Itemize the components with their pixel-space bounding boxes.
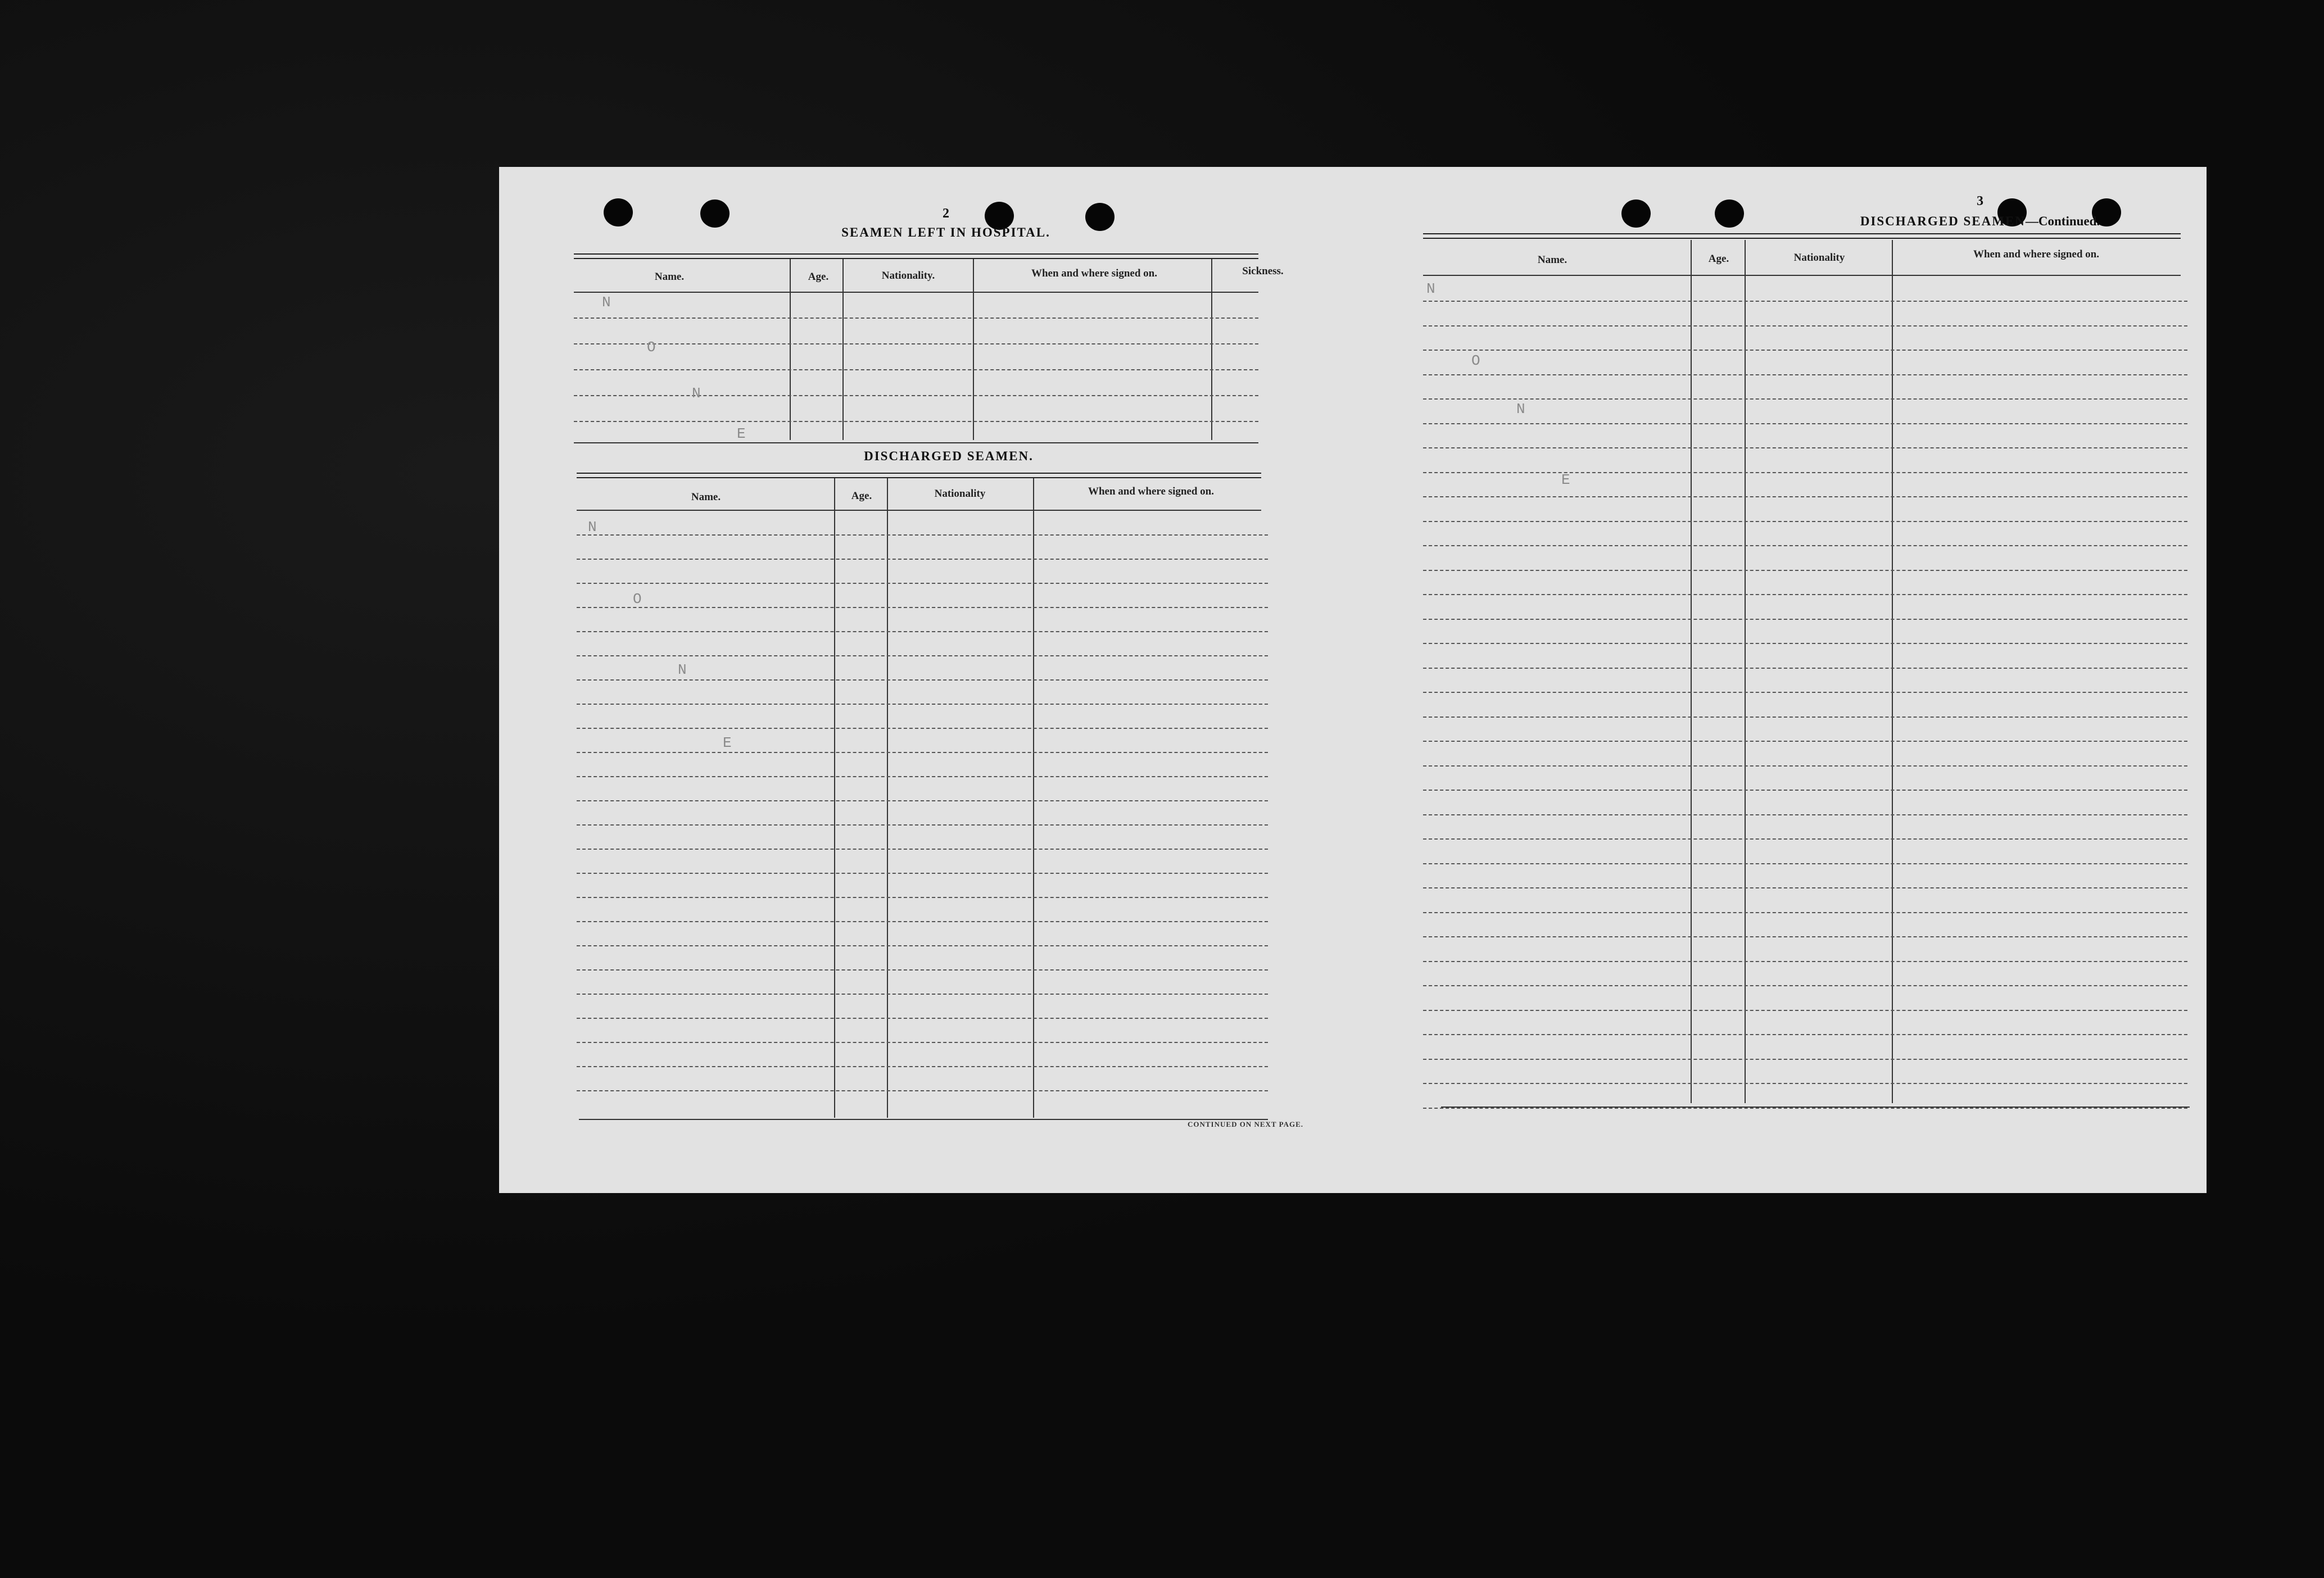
ruled-line: [577, 704, 1268, 705]
none-stamp-letter: O: [633, 591, 642, 607]
ruled-line: [1423, 398, 2187, 400]
column-header-age: Age.: [851, 490, 872, 502]
header-rule: [577, 473, 1261, 478]
column-header-age: Age.: [1708, 253, 1729, 265]
ruled-line: [1423, 1034, 2187, 1035]
column-header-nationality: Nationality: [934, 488, 986, 500]
page-number: 2: [943, 206, 949, 221]
column-header-age: Age.: [808, 271, 829, 283]
column-divider: [1745, 240, 1746, 1103]
ruled-line: [1423, 985, 2187, 986]
ruled-line: [1423, 765, 2187, 767]
ruled-line: [1423, 423, 2187, 424]
column-divider: [1033, 478, 1034, 1118]
ruled-line: [577, 728, 1268, 729]
ruled-line: [1423, 619, 2187, 620]
ruled-line: [577, 559, 1268, 560]
ruled-line: [577, 921, 1268, 922]
ruled-line: [1423, 717, 2187, 718]
discharged-table: [577, 478, 1269, 1123]
ruled-line: [1423, 472, 2187, 473]
ruled-line: [1423, 814, 2187, 815]
section-rule: [574, 442, 1258, 443]
ruled-line: [577, 679, 1268, 681]
ruled-line: [1423, 325, 2187, 327]
ruled-line: [1423, 570, 2187, 571]
ruled-line: [574, 421, 1258, 422]
title-suffix: —Continued.: [2025, 214, 2100, 228]
none-stamp-letter: E: [1561, 471, 1570, 488]
ledger-spread: [499, 167, 2207, 1193]
ruled-line: [1423, 521, 2187, 522]
continued-note: CONTINUED ON NEXT PAGE.: [1188, 1120, 1303, 1128]
column-divider: [887, 478, 888, 1118]
column-header-nationality: Nationality.: [881, 270, 935, 282]
discharged-continued-table: [1423, 240, 2190, 1117]
ruled-line: [577, 631, 1268, 632]
column-divider: [834, 478, 835, 1118]
ruled-line: [1423, 643, 2187, 644]
discharged-section-title: DISCHARGED SEAMEN.: [864, 449, 1034, 463]
column-divider: [1892, 240, 1893, 1103]
header-underline: [1423, 275, 2181, 276]
none-stamp-letter: N: [678, 661, 687, 678]
column-divider: [790, 259, 791, 440]
ruled-line: [1423, 447, 2187, 448]
ruled-line: [1423, 912, 2187, 913]
none-stamp-letter: N: [1426, 280, 1435, 297]
header-underline: [574, 292, 1258, 293]
header-rule: [574, 253, 1258, 259]
ruled-line: [1423, 838, 2187, 840]
none-stamp-letter: O: [647, 339, 656, 356]
column-header-when-where: When and where signed on.: [1031, 267, 1157, 279]
column-header-when-where: When and where signed on.: [1088, 486, 1214, 497]
ruled-line: [577, 994, 1268, 995]
ruled-line: [577, 1066, 1268, 1067]
column-header-name: Name.: [691, 491, 721, 503]
column-header-sickness: Sickness.: [1242, 265, 1284, 277]
column-divider: [842, 259, 844, 440]
table-bottom-rule: [579, 1119, 1268, 1120]
table-bottom-rule: [1441, 1107, 2190, 1108]
page-number: 3: [1977, 194, 1983, 208]
ruled-line: [577, 897, 1268, 898]
ruled-line: [574, 318, 1258, 319]
ruled-line: [1423, 545, 2187, 546]
ruled-line: [1423, 790, 2187, 791]
left-page: [499, 167, 1353, 1193]
ruled-line: [577, 534, 1268, 536]
none-stamp-letter: N: [602, 294, 611, 311]
ruled-line: [577, 607, 1268, 608]
title-main: DISCHARGED SEAMEN: [1860, 214, 2026, 228]
header-underline: [577, 510, 1261, 511]
ruled-line: [1423, 1083, 2187, 1084]
ruled-line: [574, 395, 1258, 396]
hospital-section-title: SEAMEN LEFT IN HOSPITAL.: [841, 225, 1050, 239]
ruled-line: [574, 343, 1258, 344]
ruled-line: [1423, 961, 2187, 962]
ruled-line: [574, 369, 1258, 370]
ruled-line: [1423, 1059, 2187, 1060]
none-stamp-letter: N: [692, 385, 701, 402]
discharged-continued-title: [1848, 214, 2112, 229]
ruled-line: [577, 824, 1268, 826]
ruled-line: [1423, 887, 2187, 888]
ruled-line: [1423, 692, 2187, 693]
column-header-nationality: Nationality: [1793, 252, 1845, 264]
ruled-line: [577, 873, 1268, 874]
ruled-line: [1423, 594, 2187, 595]
ruled-line: [1423, 863, 2187, 864]
ruled-line: [1423, 301, 2187, 302]
ruled-line: [577, 583, 1268, 584]
ruled-line: [1423, 741, 2187, 742]
ruled-line: [577, 849, 1268, 850]
column-header-when-where: When and where signed on.: [1973, 248, 2099, 260]
ruled-line: [1423, 936, 2187, 937]
ruled-line: [577, 1018, 1268, 1019]
column-divider: [1211, 259, 1212, 440]
ruled-line: [577, 969, 1268, 971]
none-stamp-letter: E: [737, 425, 746, 442]
right-page: [1353, 167, 2207, 1193]
ruled-line: [1423, 668, 2187, 669]
ruled-line: [577, 1042, 1268, 1043]
ruled-line: [1423, 350, 2187, 351]
hospital-table: [574, 259, 1284, 442]
header-rule: [1423, 233, 2181, 239]
column-divider: [1691, 240, 1692, 1103]
none-stamp-letter: E: [723, 734, 732, 751]
column-header-name: Name.: [654, 271, 685, 283]
ruled-line: [577, 1090, 1268, 1091]
none-stamp-letter: O: [1471, 352, 1480, 369]
ruled-line: [1423, 374, 2187, 375]
ruled-line: [577, 776, 1268, 777]
column-header-name: Name.: [1537, 254, 1568, 266]
none-stamp-letter: N: [588, 519, 597, 536]
ruled-line: [1423, 496, 2187, 497]
ruled-line: [577, 945, 1268, 946]
ruled-line: [577, 800, 1268, 801]
ruled-line: [1423, 1010, 2187, 1011]
ruled-line: [577, 655, 1268, 656]
ruled-line: [577, 752, 1268, 753]
column-divider: [973, 259, 974, 440]
none-stamp-letter: N: [1516, 401, 1525, 418]
